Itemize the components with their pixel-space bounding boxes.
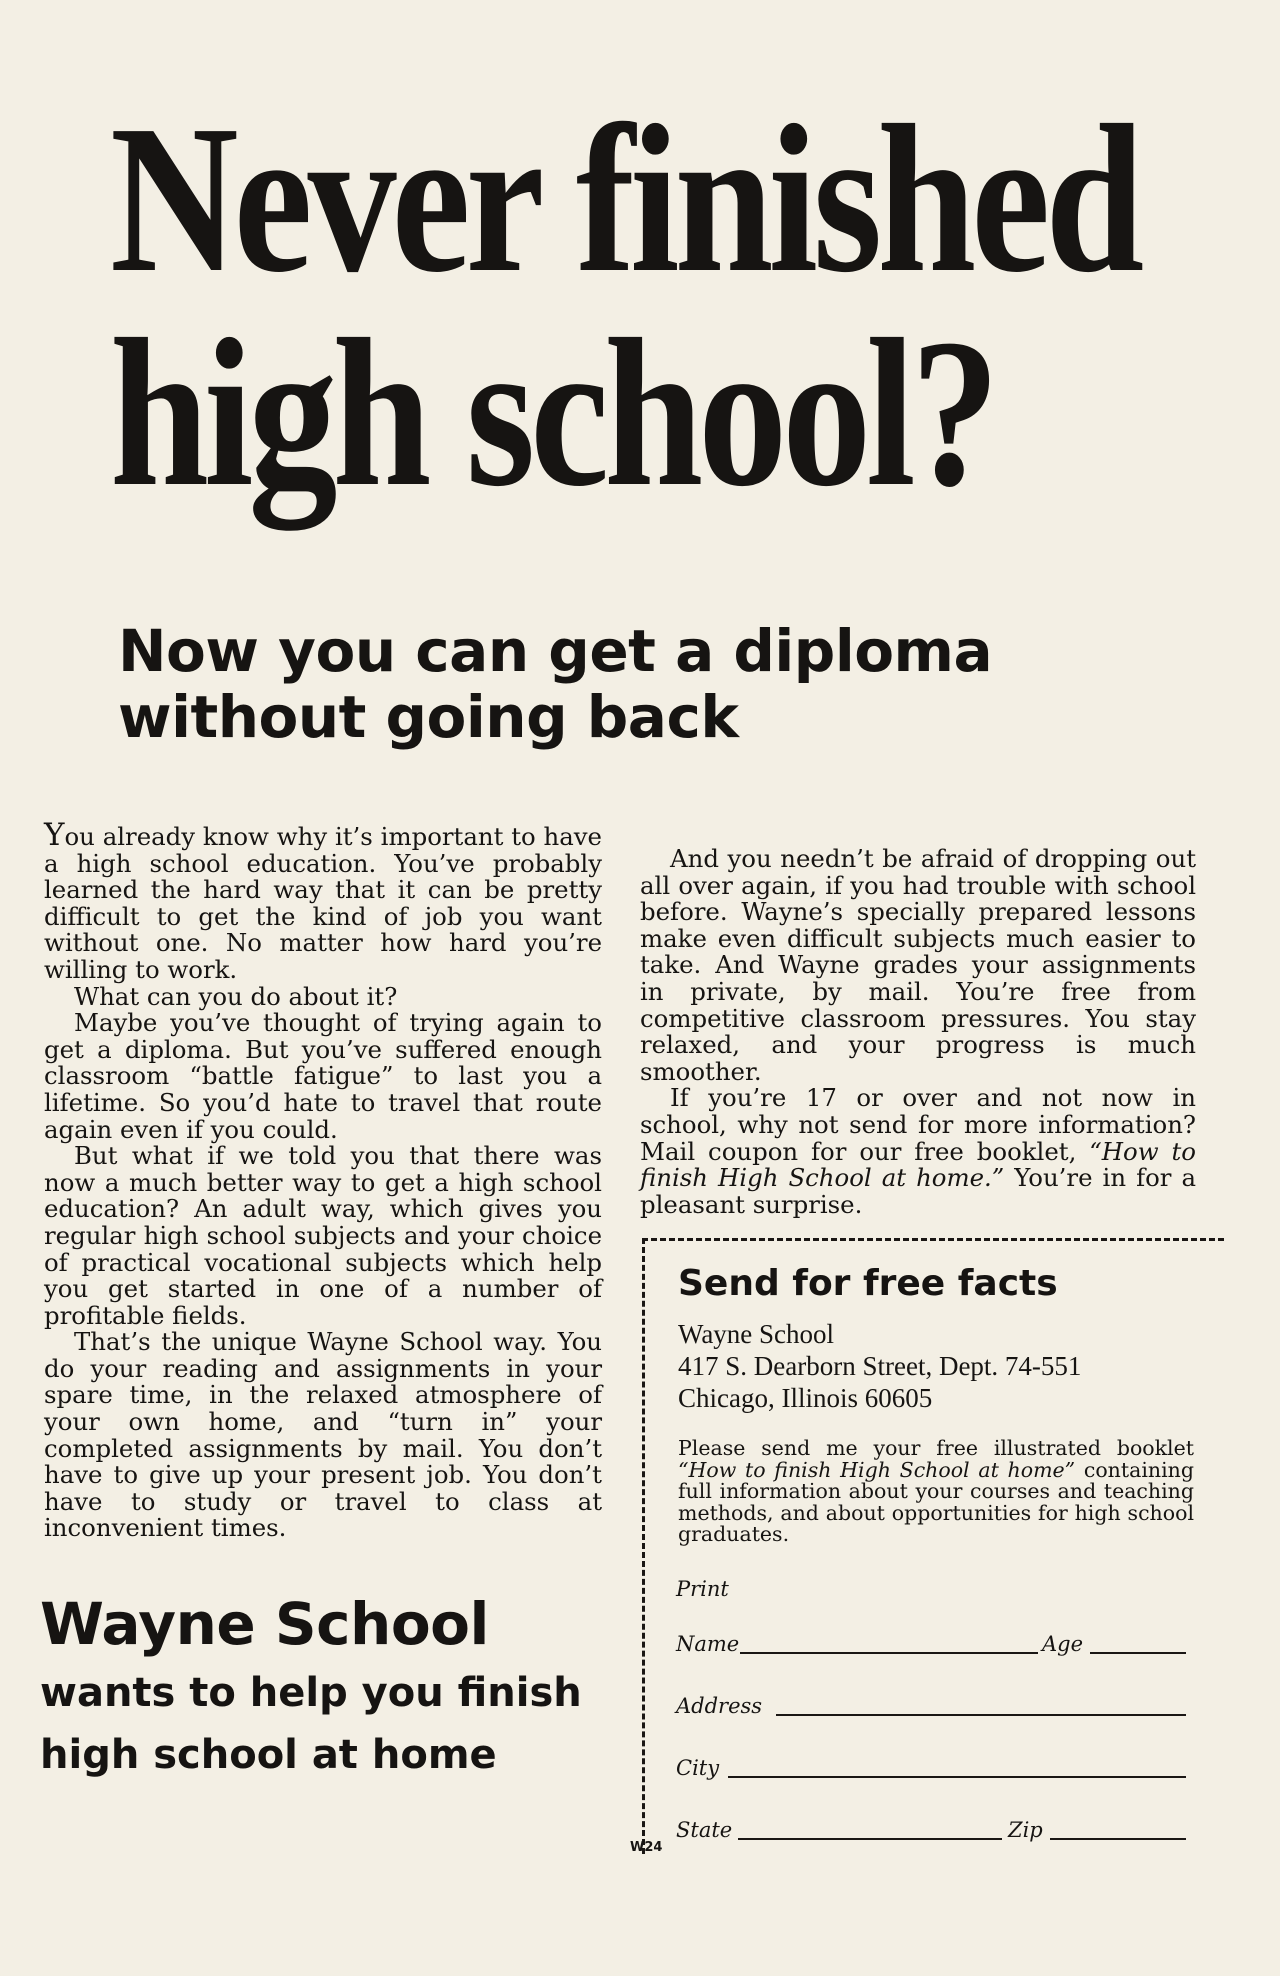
address-row [676,1662,1190,1724]
address-label: Address [676,1694,763,1718]
name-age-row [676,1600,1190,1662]
paragraph: You already know why it’s important to have a high school education. You’ve probably learned the hard way that it can be pretty difficult to get the kind of job you want without one. No matter how hard you’re willing to work. [44,817,602,984]
mailing-address: Wayne School 417 S. Dearborn Street, Dept. 74-551 Chicago, Illinois 60605 [678,1319,1082,1413]
city-label: City [676,1756,720,1780]
print-label: Print [676,1577,729,1601]
paragraph: But what if we told you that there was now a much better way to get a high school education? An adult way, which gives you regular high school subjects and your choice of practical vocational subjects which help you get started in one of a number of profitable fields. [44,1141,602,1330]
name-field[interactable] [740,1652,1038,1654]
zip-label: Zip [1008,1818,1043,1842]
headline-line-2: high school? [110,295,995,530]
age-field[interactable] [1090,1652,1186,1654]
subheadline [118,618,1018,750]
city-field[interactable] [728,1776,1186,1778]
state-field[interactable] [738,1838,1002,1840]
paragraph: What can you do about it? [74,981,398,1011]
address-field[interactable] [776,1714,1186,1716]
booklet-title: “How to finish High School at home.” [640,1136,1196,1193]
brand-block [40,1590,600,1786]
coupon-request-text: Please send me your free illustrated booklet “How to finish High School at home” containing full information about your courses and teaching methods, and about opportunities for high school graduates. [678,1436,1194,1546]
name-label: Name [676,1632,740,1656]
zip-field[interactable] [1050,1838,1186,1840]
brand-name: Wayne School [40,1590,489,1658]
coupon-code: W24 [630,1840,663,1855]
state-zip-row [676,1786,1190,1848]
headline-line-1: Never finished [110,81,1140,316]
coupon-cut-line-top [642,1238,1224,1241]
coupon-form [676,1578,1190,1848]
city-row [676,1724,1190,1786]
mail-coupon [678,1262,1194,1546]
state-label: State [676,1818,733,1842]
body-column-left [44,817,602,1543]
headline [110,81,1140,530]
coupon-cut-line-left [642,1238,645,1854]
age-label: Age [1042,1632,1084,1656]
brand-tagline: wants to help you finish high school at home [40,1670,582,1778]
paragraph: Maybe you’ve thought of trying again to get a diploma. But you’ve suffered enough classroom “battle fatigue” to last you a lifetime. So you’d hate to travel that route again even if you could. [44,1008,602,1144]
paragraph: And you needn’t be afraid of dropping out all over again, if you had trouble with school before. Wayne’s specially prepared lessons make even difficult subjects much easier to take. And Wayne grades your assignments in private, by mail. You’re free from competitive classroom pressures. You stay relaxed, and your progress is much smoother. [640,844,1196,1086]
body-column-right [640,846,1196,1218]
coupon-title: Send for free facts [678,1263,1058,1304]
paragraph: That’s the unique Wayne School way. You do your reading and assignments in your spare time, in the relaxed atmosphere of your own home, and “turn in” your completed assignments by mail. You don’t have to give up your present job. You don’t have to study or travel to class at inconvenient times. [44,1327,602,1543]
subheadline-line-1: Now you can get a diploma [118,617,993,685]
paragraph: If you’re 17 or over and not now in school, why not send for more information? Mail coupon for our free booklet, “How to finish High School at home.” You’re in for a pleasant surprise. [640,1083,1196,1219]
drop-cap: Y [44,817,65,853]
subheadline-line-2: without going back [118,683,739,751]
